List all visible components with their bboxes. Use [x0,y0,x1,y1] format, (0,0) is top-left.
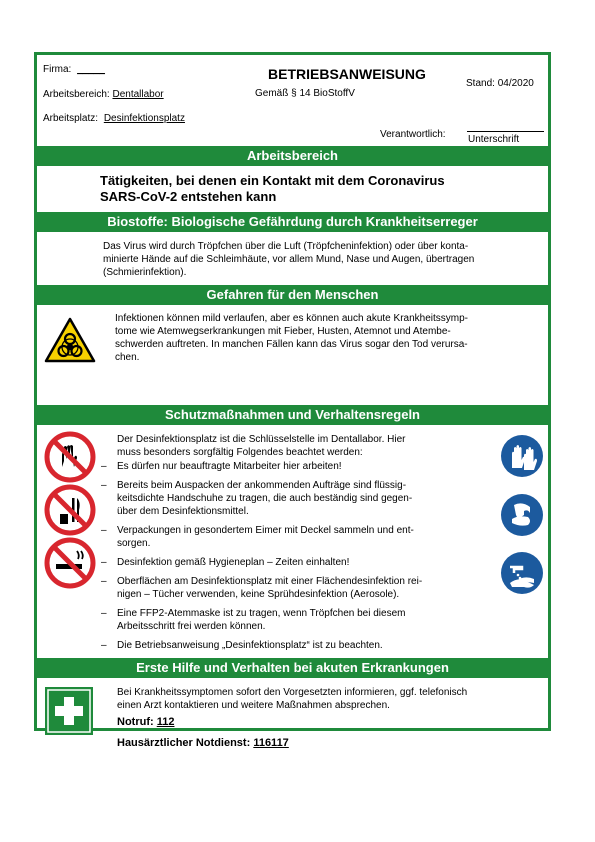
firma-field [43,63,105,76]
verantwortlich-label: Verantwortlich: [380,129,446,140]
schutz-intro: Der Desinfektionsplatz ist die Schlüsselstelle im Dentallabor. Hier muss besonders sorgfältig Folgendes beachtet werden: [117,434,406,458]
list-item: – Verpackungen in gesondertem Eimer mit Deckel sammeln und ent- sorgen. [101,525,414,549]
section-header-erstehilfe: Erste Hilfe und Verhalten bei akuten Erkrankungen [37,658,548,678]
bereich-field [43,88,164,101]
no-touching-icon [44,431,96,488]
firma-value: _____ [77,64,105,75]
arbeitsbereich-text: Tätigkeiten, bei denen ein Kontakt mit dem Coronavirus SARS-CoV-2 entstehen kann [100,173,445,204]
list-item: – Bereits beim Auspacken der ankommenden Aufträge sind flüssig- keitsdichte Handschuhe zu tragen, die auch beständig sind gegen- über dem Desinfektionsmittel. [101,480,413,517]
list-item: – Oberflächen am Desinfektionsplatz mit einer Flächendesinfektion rei- nigen – Tücher verwenden, keine Sprühdesinfektion (Aerosole). [101,576,423,600]
bereich-value: Dentallabor [112,89,164,100]
section-header-schutz: Schutzmaßnahmen und Verhaltensregeln [37,405,548,425]
list-item: – Die Betriebsanweisung „Desinfektionsplatz“ ist zu beachten. [101,640,383,651]
section-header-biostoffe: Biostoffe: Biologische Gefährdung durch Krankheitserreger [37,212,548,232]
biostoffe-text: Das Virus wird durch Tröpfchen über die Luft (Tröpfcheninfektion) oder über konta- minierte Hände auf die Schleimhäute, vor allem Mund, Nase und Augen, übertragen (Schmierinfektion). [103,241,475,278]
gefahren-text: Infektionen können mild verlaufen, aber es können auch akute Krankheitssymp- tome wie Atemwegserkrankungen mit Fieber, Husten, Atemnot und Atembe- schwerden auftreten. In manchen Fällen kann das Virus sogar den Tod verursa- chen. [115,313,468,363]
wear-gloves-icon [500,434,544,483]
notruf-line: Notruf: 112 [117,716,175,728]
document-subtitle: Gemäß § 14 BioStoffV [255,88,355,99]
notruf-number: 112 [156,716,175,728]
platz-value: Desinfektionsplatz [103,113,185,124]
section-header-gefahren: Gefahren für den Menschen [37,285,548,305]
no-smoking-icon [44,537,96,594]
erstehilfe-text: Bei Krankheitssymptomen sofort den Vorgesetzten informieren, ggf. telefonisch einen Arzt kontaktieren und weitere Maßnahmen absprechen. [117,687,468,711]
bereich-label: Arbeitsbereich: [43,89,110,100]
list-item: – Es dürfen nur beauftragte Mitarbeiter hier arbeiten! [101,461,342,472]
platz-label: Arbeitsplatz: [43,113,99,124]
list-item: – Eine FFP2-Atemmaske ist zu tragen, wenn Tröpfchen bei diesem Arbeitsschritt frei werden können. [101,608,406,632]
signature-line [467,131,544,132]
hausarzt-number: 116117 [253,737,289,749]
schutz-list [101,460,461,658]
first-aid-icon [45,687,93,740]
section-header-arbeitsbereich: Arbeitsbereich [37,146,548,166]
wash-hands-icon [500,551,544,600]
list-item: – Desinfektion gemäß Hygieneplan – Zeiten einhalten! [101,557,350,568]
firma-label: Firma: [43,64,72,75]
no-eating-drinking-icon [44,484,96,541]
document-frame [34,52,551,749]
biohazard-warning-icon [44,317,96,368]
wear-mask-icon [500,493,544,542]
signature-label: Unterschrift [468,134,520,145]
document-title: BETRIEBSANWEISUNG [268,66,426,82]
platz-field [43,112,185,125]
hausarzt-line: Hausärztlicher Notdienst: 116117 [117,737,289,749]
stand-label: Stand: 04/2020 [466,78,534,89]
